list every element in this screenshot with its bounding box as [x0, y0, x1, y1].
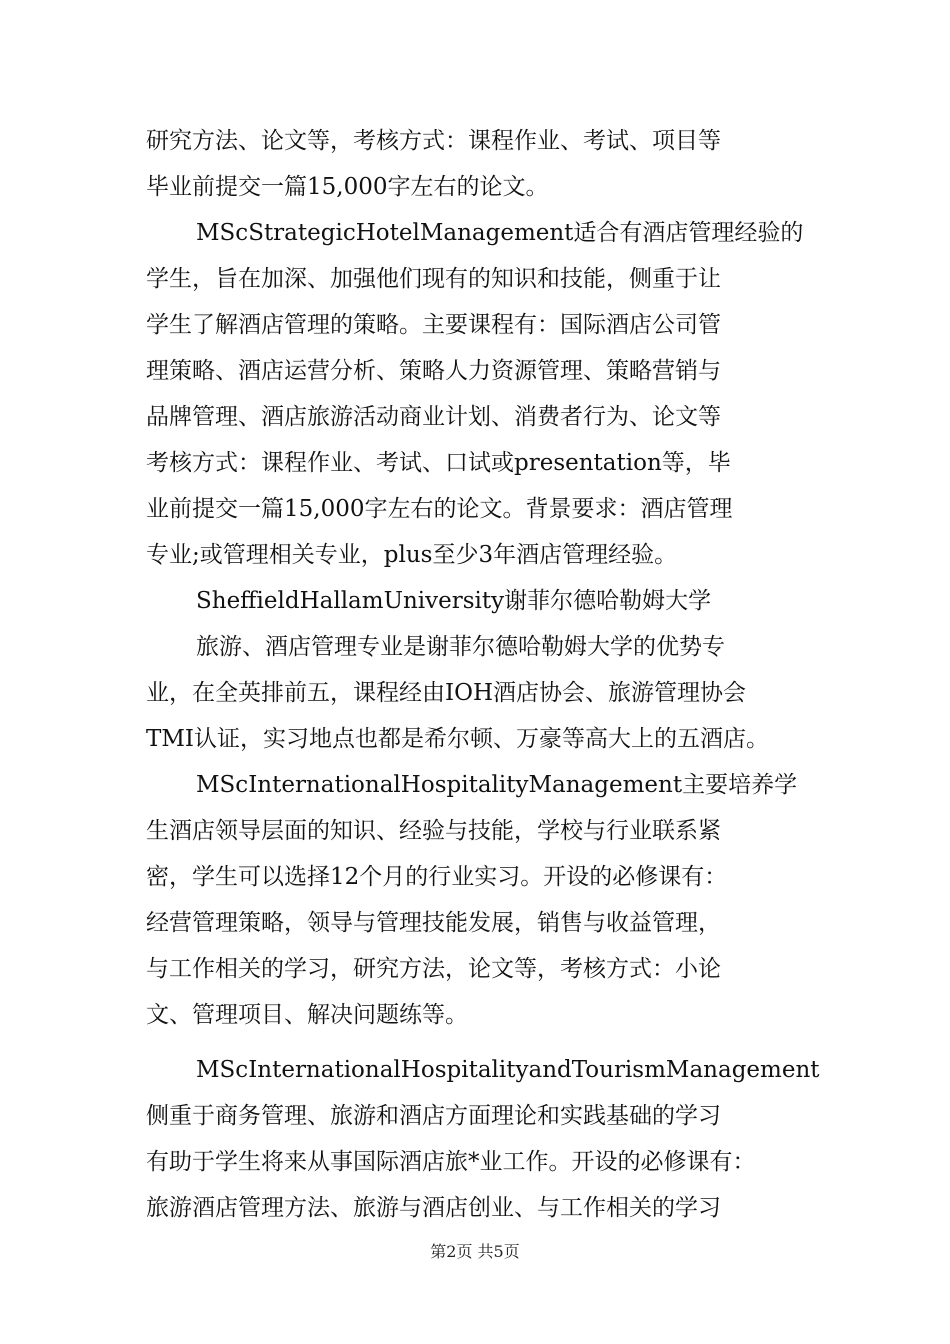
text-line: 有助于学生将来从事国际酒店旅*业工作。开设的必修课有： [146, 1149, 756, 1175]
text-line: 研究方法、论文等，考核方式：课程作业、考试、项目等 [146, 128, 721, 154]
text-line: 业，在全英排前五，课程经由IOH酒店协会、旅游管理协会 [146, 680, 746, 706]
text-line: 文、管理项目、解决问题练等。 [146, 1002, 468, 1028]
text-line: 学生，旨在加深、加强他们现有的知识和技能，侧重于让 [146, 266, 721, 292]
text-line: 毕业前提交一篇15,000字左右的论文。 [146, 174, 549, 200]
text-line: MScStrategicHotelManagement适合有酒店管理经验的 [196, 220, 804, 246]
text-line: 经营管理策略，领导与管理技能发展，销售与收益管理， [146, 910, 721, 936]
text-line: 专业;或管理相关专业，plus至少3年酒店管理经验。 [146, 542, 678, 568]
page-number-footer: 第2页 共5页 [430, 1242, 520, 1261]
text-line: 业前提交一篇15,000字左右的论文。背景要求：酒店管理 [146, 496, 733, 522]
text-line: 侧重于商务管理、旅游和酒店方面理论和实践基础的学习 [146, 1103, 721, 1129]
text-line: MScInternationalHospitalityandTourismManagement [196, 1057, 820, 1083]
text-line: 品牌管理、酒店旅游活动商业计划、消费者行为、论文等 [146, 404, 721, 430]
paragraph-gap [146, 1038, 818, 1047]
text-line: 密，学生可以选择12个月的行业实习。开设的必修课有： [146, 864, 728, 890]
text-line: 理策略、酒店运营分析、策略人力资源管理、策略营销与 [146, 358, 721, 384]
text-line: 学生了解酒店管理的策略。主要课程有：国际酒店公司管 [146, 312, 721, 338]
text-line: 生酒店领导层面的知识、经验与技能，学校与行业联系紧 [146, 818, 721, 844]
text-line: 旅游酒店管理方法、旅游与酒店创业、与工作相关的学习 [146, 1195, 721, 1221]
text-line: MScInternationalHospitalityManagement主要培养学 [196, 772, 798, 798]
text-line: TMI认证，实习地点也都是希尔顿、万豪等高大上的五酒店。 [146, 726, 769, 752]
text-line: 与工作相关的学习，研究方法，论文等，考核方式：小论 [146, 956, 721, 982]
text-line: 考核方式：课程作业、考试、口试或presentation等，毕 [146, 450, 731, 476]
document-body [146, 118, 818, 1231]
text-line: 旅游、酒店管理专业是谢菲尔德哈勒姆大学的优势专 [196, 634, 725, 660]
text-line: SheffieldHallamUniversity谢菲尔德哈勒姆大学 [196, 588, 712, 614]
